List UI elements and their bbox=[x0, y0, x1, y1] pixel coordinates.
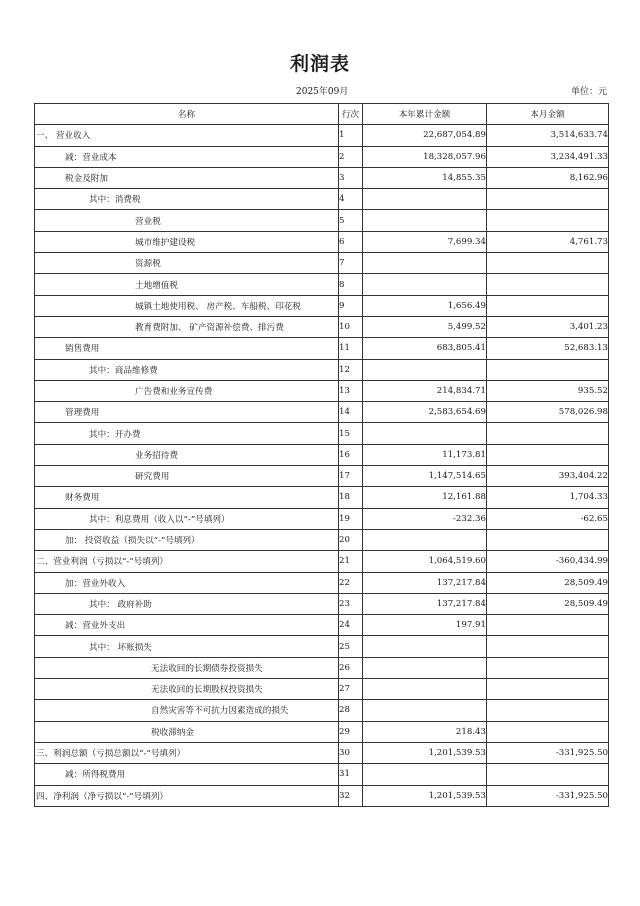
row-name: 其中：开办费 bbox=[35, 423, 339, 444]
row-name: 税金及附加 bbox=[35, 167, 339, 188]
row-ytd-amount: 2,583,654.69 bbox=[363, 402, 487, 423]
row-line-number: 9 bbox=[339, 295, 363, 316]
row-line-number: 24 bbox=[339, 615, 363, 636]
row-line-number: 23 bbox=[339, 593, 363, 614]
row-month-amount: 3,234,491.33 bbox=[487, 146, 609, 167]
row-month-amount bbox=[487, 657, 609, 678]
row-line-number: 12 bbox=[339, 359, 363, 380]
table-row bbox=[35, 338, 609, 359]
row-ytd-amount bbox=[363, 189, 487, 210]
row-name: 教育费附加、 矿产资源补偿费、排污费 bbox=[35, 316, 339, 337]
row-month-amount: -62.65 bbox=[487, 508, 609, 529]
row-month-amount: 935.52 bbox=[487, 380, 609, 401]
table-row bbox=[35, 210, 609, 231]
row-ytd-amount: 1,064,519.60 bbox=[363, 551, 487, 572]
table-row bbox=[35, 700, 609, 721]
row-month-amount: -331,925.50 bbox=[487, 742, 609, 763]
row-month-amount bbox=[487, 615, 609, 636]
table-row bbox=[35, 487, 609, 508]
table-row bbox=[35, 529, 609, 550]
row-name: 城镇土地使用税、 房产税、车船税、印花税 bbox=[35, 295, 339, 316]
row-month-amount bbox=[487, 274, 609, 295]
table-row bbox=[35, 125, 609, 146]
row-name: 无法收回的长期股权投资损失 bbox=[35, 679, 339, 700]
table-row bbox=[35, 146, 609, 167]
row-ytd-amount: 12,161.88 bbox=[363, 487, 487, 508]
table-row bbox=[35, 231, 609, 252]
table-row bbox=[35, 742, 609, 763]
row-month-amount bbox=[487, 721, 609, 742]
currency-unit: 单位：元 bbox=[570, 87, 607, 97]
row-month-amount bbox=[487, 444, 609, 465]
row-line-number: 30 bbox=[339, 742, 363, 763]
row-month-amount bbox=[487, 700, 609, 721]
table-row bbox=[35, 593, 609, 614]
row-month-amount: 4,761.73 bbox=[487, 231, 609, 252]
row-ytd-amount bbox=[363, 657, 487, 678]
row-line-number: 6 bbox=[339, 231, 363, 252]
row-name: 减：所得税费用 bbox=[35, 764, 339, 785]
table-row bbox=[35, 508, 609, 529]
table-row bbox=[35, 615, 609, 636]
row-month-amount: 578,026.98 bbox=[487, 402, 609, 423]
row-name: 销售费用 bbox=[35, 338, 339, 359]
row-ytd-amount bbox=[363, 529, 487, 550]
row-month-amount: -360,434.99 bbox=[487, 551, 609, 572]
row-line-number: 32 bbox=[339, 785, 363, 806]
header-row bbox=[35, 104, 609, 125]
row-line-number: 2 bbox=[339, 146, 363, 167]
report-period: 2025年09月 bbox=[296, 87, 349, 97]
table-row bbox=[35, 167, 609, 188]
row-line-number: 25 bbox=[339, 636, 363, 657]
header-month: 本月金额 bbox=[487, 104, 609, 125]
row-name: 其中：商品维修费 bbox=[35, 359, 339, 380]
row-line-number: 10 bbox=[339, 316, 363, 337]
row-ytd-amount bbox=[363, 679, 487, 700]
row-line-number: 1 bbox=[339, 125, 363, 146]
row-name: 管理费用 bbox=[35, 402, 339, 423]
table-row bbox=[35, 316, 609, 337]
row-ytd-amount: 7,699.34 bbox=[363, 231, 487, 252]
row-month-amount: -331,925.50 bbox=[487, 785, 609, 806]
row-ytd-amount bbox=[363, 274, 487, 295]
row-ytd-amount bbox=[363, 700, 487, 721]
table-row bbox=[35, 402, 609, 423]
row-line-number: 18 bbox=[339, 487, 363, 508]
row-line-number: 31 bbox=[339, 764, 363, 785]
row-month-amount: 28,509.49 bbox=[487, 572, 609, 593]
row-ytd-amount: 683,805.41 bbox=[363, 338, 487, 359]
row-line-number: 13 bbox=[339, 380, 363, 401]
row-name: 二、营业利润（亏损以“-”号填列） bbox=[35, 551, 339, 572]
row-ytd-amount bbox=[363, 253, 487, 274]
income-statement-table bbox=[34, 103, 609, 807]
row-ytd-amount: 197.91 bbox=[363, 615, 487, 636]
row-month-amount bbox=[487, 295, 609, 316]
row-month-amount bbox=[487, 253, 609, 274]
row-name: 三、利润总额（亏损总额以“-”号填列） bbox=[35, 742, 339, 763]
table-row bbox=[35, 679, 609, 700]
row-line-number: 8 bbox=[339, 274, 363, 295]
row-name: 其中： 坏账损失 bbox=[35, 636, 339, 657]
row-name: 研究费用 bbox=[35, 466, 339, 487]
row-ytd-amount bbox=[363, 423, 487, 444]
row-ytd-amount bbox=[363, 636, 487, 657]
row-month-amount: 3,401.23 bbox=[487, 316, 609, 337]
row-line-number: 20 bbox=[339, 529, 363, 550]
row-line-number: 22 bbox=[339, 572, 363, 593]
row-month-amount bbox=[487, 679, 609, 700]
table-row bbox=[35, 274, 609, 295]
table-row bbox=[35, 253, 609, 274]
row-line-number: 11 bbox=[339, 338, 363, 359]
header-ytd: 本年累计金额 bbox=[363, 104, 487, 125]
table-row bbox=[35, 785, 609, 806]
row-ytd-amount: 1,201,539.53 bbox=[363, 785, 487, 806]
row-name: 加： 投资收益（损失以“-”号填列） bbox=[35, 529, 339, 550]
table-row bbox=[35, 721, 609, 742]
report-title: 利润表 bbox=[289, 53, 350, 75]
row-name: 无法收回的长期债券投资损失 bbox=[35, 657, 339, 678]
row-name: 其中：消费税 bbox=[35, 189, 339, 210]
table-row bbox=[35, 551, 609, 572]
header-line: 行次 bbox=[339, 104, 363, 125]
row-line-number: 5 bbox=[339, 210, 363, 231]
row-month-amount bbox=[487, 636, 609, 657]
table-row bbox=[35, 189, 609, 210]
row-name: 加：营业外收入 bbox=[35, 572, 339, 593]
row-ytd-amount: 137,217.84 bbox=[363, 593, 487, 614]
table-body bbox=[35, 125, 609, 807]
row-line-number: 27 bbox=[339, 679, 363, 700]
row-name: 广告费和业务宣传费 bbox=[35, 380, 339, 401]
row-name: 营业税 bbox=[35, 210, 339, 231]
row-month-amount bbox=[487, 423, 609, 444]
row-ytd-amount bbox=[363, 764, 487, 785]
table-row bbox=[35, 466, 609, 487]
row-line-number: 15 bbox=[339, 423, 363, 444]
row-month-amount: 52,683.13 bbox=[487, 338, 609, 359]
row-ytd-amount: 5,499.52 bbox=[363, 316, 487, 337]
row-line-number: 14 bbox=[339, 402, 363, 423]
row-line-number: 29 bbox=[339, 721, 363, 742]
row-month-amount bbox=[487, 764, 609, 785]
row-ytd-amount: -232.36 bbox=[363, 508, 487, 529]
row-ytd-amount: 11,173.81 bbox=[363, 444, 487, 465]
row-line-number: 3 bbox=[339, 167, 363, 188]
row-ytd-amount: 1,147,514.65 bbox=[363, 466, 487, 487]
table-row bbox=[35, 423, 609, 444]
row-month-amount: 393,404.22 bbox=[487, 466, 609, 487]
row-line-number: 4 bbox=[339, 189, 363, 210]
table-row bbox=[35, 572, 609, 593]
row-ytd-amount: 1,656.49 bbox=[363, 295, 487, 316]
row-line-number: 16 bbox=[339, 444, 363, 465]
header-name: 名称 bbox=[35, 104, 339, 125]
row-name: 其中： 政府补助 bbox=[35, 593, 339, 614]
row-name: 税收滞纳金 bbox=[35, 721, 339, 742]
table-row bbox=[35, 657, 609, 678]
row-name: 减：营业外支出 bbox=[35, 615, 339, 636]
row-ytd-amount: 218.43 bbox=[363, 721, 487, 742]
row-line-number: 7 bbox=[339, 253, 363, 274]
row-line-number: 17 bbox=[339, 466, 363, 487]
row-month-amount bbox=[487, 359, 609, 380]
row-ytd-amount: 14,855.35 bbox=[363, 167, 487, 188]
row-ytd-amount: 18,328,057.96 bbox=[363, 146, 487, 167]
table-row bbox=[35, 764, 609, 785]
table-row bbox=[35, 444, 609, 465]
table-row bbox=[35, 359, 609, 380]
row-line-number: 19 bbox=[339, 508, 363, 529]
row-month-amount bbox=[487, 189, 609, 210]
table-row bbox=[35, 636, 609, 657]
row-month-amount: 28,509.49 bbox=[487, 593, 609, 614]
row-name: 城市维护建设税 bbox=[35, 231, 339, 252]
row-name: 一、 营业收入 bbox=[35, 125, 339, 146]
row-ytd-amount: 214,834.71 bbox=[363, 380, 487, 401]
row-ytd-amount: 22,687,054.89 bbox=[363, 125, 487, 146]
row-line-number: 28 bbox=[339, 700, 363, 721]
row-name: 减：营业成本 bbox=[35, 146, 339, 167]
row-ytd-amount: 1,201,539.53 bbox=[363, 742, 487, 763]
row-name: 自然灾害等不可抗力因素造成的损失 bbox=[35, 700, 339, 721]
row-name: 业务招待费 bbox=[35, 444, 339, 465]
row-ytd-amount: 137,217.84 bbox=[363, 572, 487, 593]
row-month-amount bbox=[487, 210, 609, 231]
row-line-number: 21 bbox=[339, 551, 363, 572]
row-ytd-amount bbox=[363, 210, 487, 231]
table-row bbox=[35, 380, 609, 401]
table-row bbox=[35, 295, 609, 316]
row-ytd-amount bbox=[363, 359, 487, 380]
row-name: 四、净利润（净亏损以“-”号填列） bbox=[35, 785, 339, 806]
row-month-amount bbox=[487, 529, 609, 550]
row-name: 财务费用 bbox=[35, 487, 339, 508]
row-month-amount: 8,162.96 bbox=[487, 167, 609, 188]
row-line-number: 26 bbox=[339, 657, 363, 678]
row-month-amount: 3,514,633.74 bbox=[487, 125, 609, 146]
row-name: 土地增值税 bbox=[35, 274, 339, 295]
row-month-amount: 1,704.33 bbox=[487, 487, 609, 508]
row-name: 资源税 bbox=[35, 253, 339, 274]
row-name: 其中：利息费用（收入以“-”号填列） bbox=[35, 508, 339, 529]
